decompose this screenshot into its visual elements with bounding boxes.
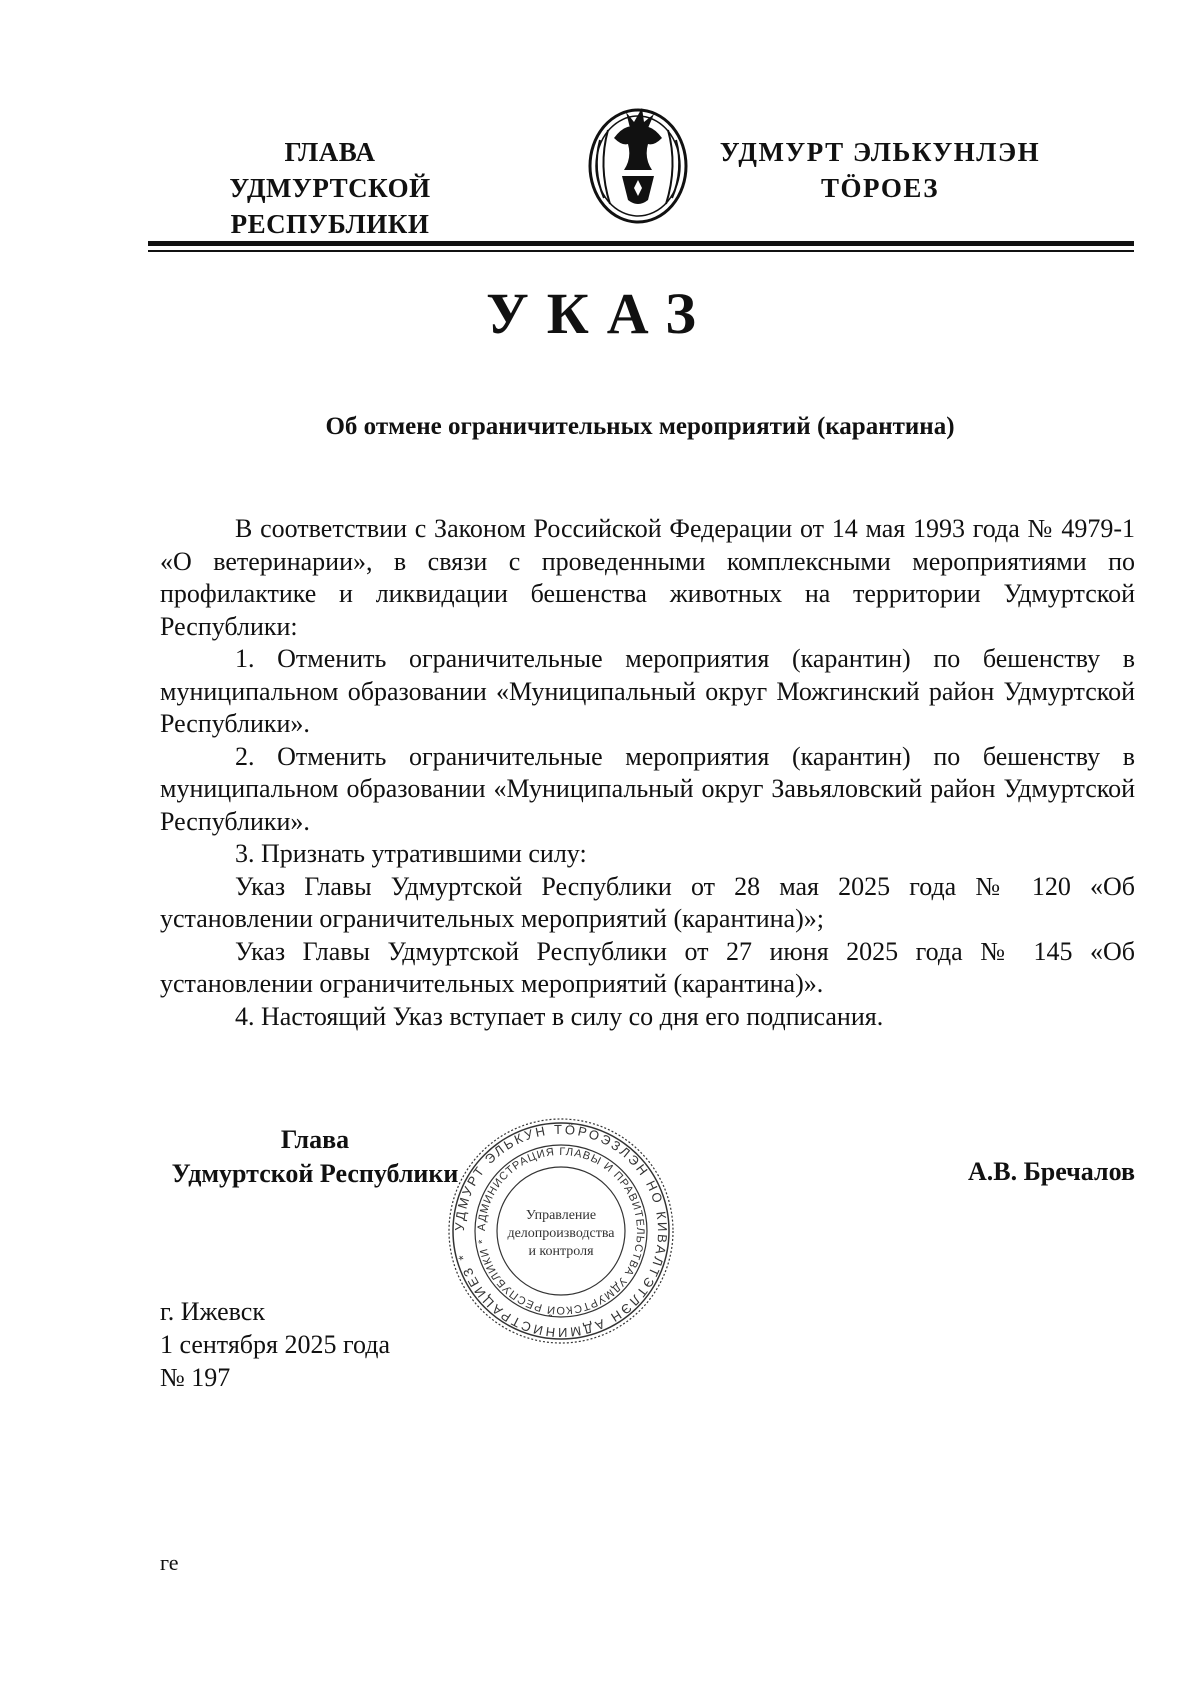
seal-center-line3: и контроля: [528, 1244, 594, 1259]
header-right-line2: ТӦРОЕЗ: [821, 173, 939, 203]
signatory-title-line2: Удмуртской Республики: [171, 1159, 459, 1188]
seal-center-line1: Управление: [525, 1208, 597, 1223]
paragraph: Указ Главы Удмуртской Республики от 27 июня 2025 года № 145 «Об установлении ограничительных мероприятий (карантина)».: [160, 936, 1135, 998]
official-seal-icon: [446, 1116, 676, 1346]
signatory-name: А.В. Бречалов: [967, 1157, 1135, 1186]
header-rule-thin: [148, 250, 1134, 252]
seal-outer-text: УДМУРТ ЭЛЬКУН ТӦРОЭЗЛЭН НО КИВАЛТЭТЛЭН АДМИНИСТРАЦИЕЗ *: [451, 1121, 671, 1341]
paragraph: 1. Отменить ограничительные мероприятия (карантин) по бешенству в муниципальном образовании «Муниципальный округ Можгинский район Удмуртской Республики».: [160, 644, 1135, 738]
header-left: [140, 134, 520, 242]
paragraph: В соответствии с Законом Российской Федерации от 14 мая 1993 года № 4979-1 «О ветеринарии», в связи с проведенными комплексными мероприятиями по профилактике и ликвидации бешенства животных на территории Удмуртской Республики:: [160, 514, 1135, 641]
header-right: [690, 134, 1070, 206]
signatory-title: [150, 1123, 480, 1191]
issue-number: № 197: [160, 1363, 231, 1392]
issue-city: г. Ижевск: [160, 1297, 265, 1326]
header-left-line2: УДМУРТСКОЙ РЕСПУБЛИКИ: [229, 173, 431, 239]
header-rule-thick: [148, 241, 1134, 246]
signatory-title-line1: Глава: [280, 1125, 350, 1154]
seal-center-line2: делопроизводства: [507, 1226, 615, 1241]
paragraph: Указ Главы Удмуртской Республики от 28 мая 2025 года № 120 «Об установлении ограничительных мероприятий (карантина)»;: [160, 871, 1135, 933]
document-body: [160, 513, 1135, 1033]
footer-initials: ге: [160, 1550, 179, 1575]
header-right-line1: УДМУРТ ЭЛЬКУНЛЭН: [719, 137, 1041, 167]
paragraph: 4. Настоящий Указ вступает в силу со дня его подписания.: [235, 1001, 884, 1031]
document-title: УКАЗ: [486, 281, 714, 346]
seal-inner-text: АДМИНИСТРАЦИЯ ГЛАВЫ И ПРАВИТЕЛЬСТВА УДМУРТСКОЙ РЕСПУБЛИКИ *: [475, 1145, 647, 1317]
issue-date: 1 сентября 2025 года: [160, 1330, 391, 1359]
issue-details: [160, 1295, 390, 1394]
document-subject: Об отмене ограничительных мероприятий (карантина): [325, 413, 955, 440]
paragraph: 3. Признать утратившими силу:: [235, 839, 587, 868]
udmurt-coat-of-arms-icon: [578, 100, 698, 230]
paragraph: 2. Отменить ограничительные мероприятия (карантин) по бешенству в муниципальном образовании «Муниципальный округ Завьяловский район Удмуртской Республики».: [160, 741, 1135, 836]
header-left-line1: ГЛАВА: [284, 137, 376, 167]
